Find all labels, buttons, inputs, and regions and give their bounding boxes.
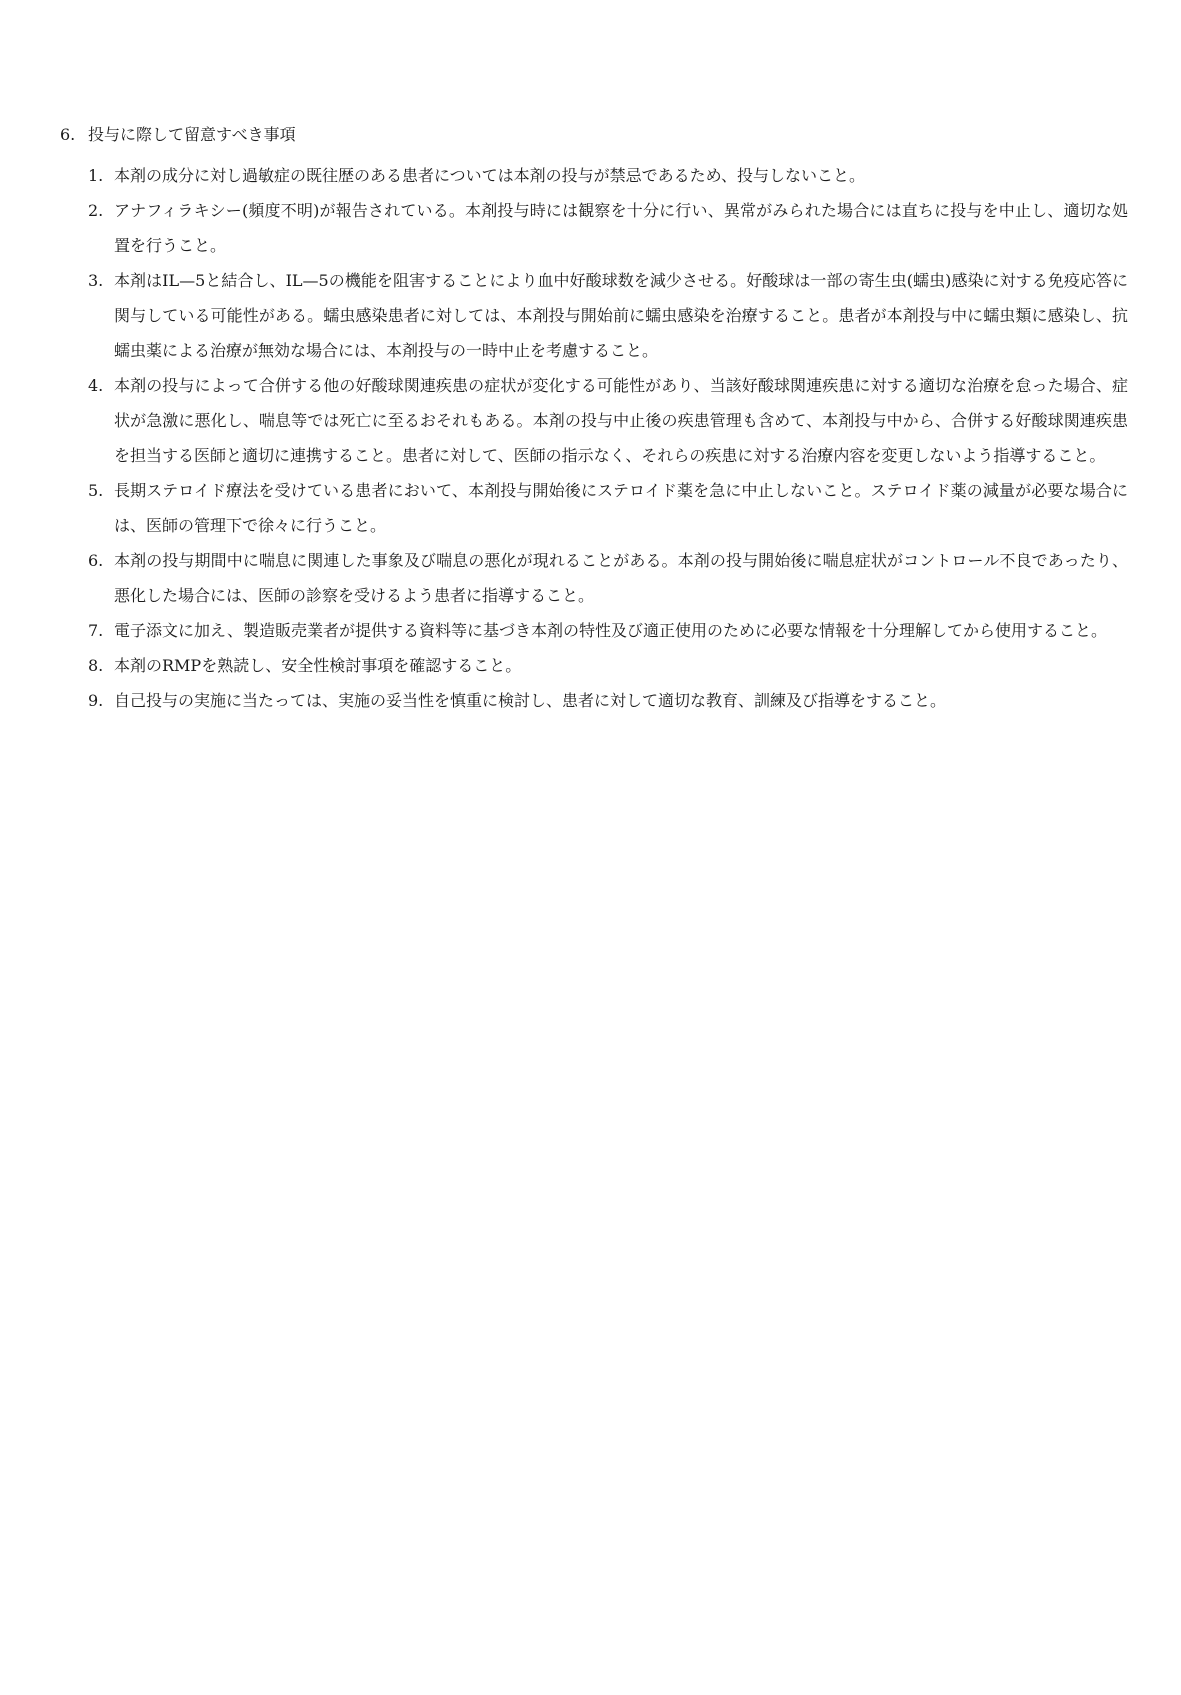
item-number: 8. — [88, 656, 104, 675]
item-text: 本剤の投与によって合併する他の好酸球関連疾患の症状が変化する可能性があり、当該好酸球関連疾患に対する適切な治療を怠った場合、症状が急激に悪化し、喘息等では死亡に至るおそれもある。本剤の投与中止後の疾患管理も含めて、本剤投与中から、合併する好酸球関連疾患を担当する医師と適切に連携すること。患者に対して、医師の指示なく、それらの疾患に対する治療内容を変更しないよう指導すること。 — [114, 376, 1128, 465]
precaution-list — [88, 158, 1128, 718]
item-number: 4. — [88, 376, 104, 395]
item-number: 5. — [88, 481, 104, 500]
list-item — [88, 648, 1128, 683]
item-text: 電子添文に加え、製造販売業者が提供する資料等に基づき本剤の特性及び適正使用のために必要な情報を十分理解してから使用すること。 — [114, 621, 1107, 640]
list-item — [88, 473, 1128, 543]
list-item — [88, 613, 1128, 648]
list-item — [88, 543, 1128, 613]
list-item — [88, 158, 1128, 193]
item-text: 自己投与の実施に当たっては、実施の妥当性を慎重に検討し、患者に対して適切な教育、訓練及び指導をすること。 — [114, 691, 947, 710]
item-number: 3. — [88, 271, 104, 290]
list-item — [88, 193, 1128, 263]
item-number: 7. — [88, 621, 104, 640]
list-item — [88, 368, 1128, 473]
list-item — [88, 683, 1128, 718]
item-text: アナフィラキシー(頻度不明)が報告されている。本剤投与時には観察を十分に行い、異常がみられた場合には直ちに投与を中止し、適切な処置を行うこと。 — [114, 201, 1128, 255]
item-number: 6. — [88, 551, 104, 570]
section-heading — [60, 124, 296, 146]
item-text: 本剤の投与期間中に喘息に関連した事象及び喘息の悪化が現れることがある。本剤の投与開始後に喘息症状がコントロール不良であったり、悪化した場合には、医師の診察を受けるよう患者に指導すること。 — [114, 551, 1128, 605]
item-text: 本剤のRMPを熟読し、安全性検討事項を確認すること。 — [114, 656, 522, 675]
item-number: 9. — [88, 691, 104, 710]
list-item — [88, 263, 1128, 368]
item-text: 本剤はIL—5と結合し、IL—5の機能を阻害することにより血中好酸球数を減少させる。好酸球は一部の寄生虫(蠕虫)感染に対する免疫応答に関与している可能性がある。蠕虫感染患者に対しては、本剤投与開始前に蠕虫感染を治療すること。患者が本剤投与中に蠕虫類に感染し、抗蠕虫薬による治療が無効な場合には、本剤投与の一時中止を考慮すること。 — [114, 271, 1128, 360]
section-number: 6. — [60, 125, 76, 144]
item-number: 1. — [88, 166, 104, 185]
item-number: 2. — [88, 201, 104, 220]
item-text: 長期ステロイド療法を受けている患者において、本剤投与開始後にステロイド薬を急に中止しないこと。ステロイド薬の減量が必要な場合には、医師の管理下で徐々に行うこと。 — [114, 481, 1128, 535]
item-text: 本剤の成分に対し過敏症の既往歴のある患者については本剤の投与が禁忌であるため、投与しないこと。 — [114, 166, 866, 185]
section-title: 投与に際して留意すべき事項 — [88, 125, 296, 144]
